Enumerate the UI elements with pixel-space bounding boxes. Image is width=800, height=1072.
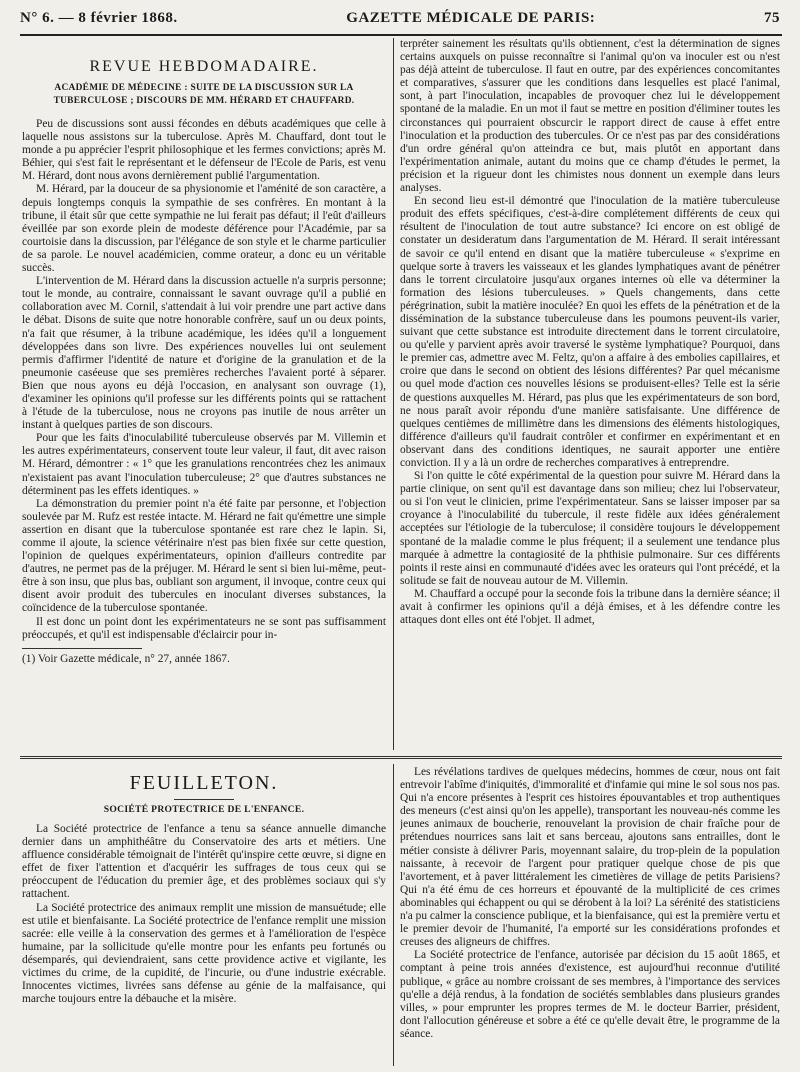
paragraph: La démonstration du premier point n'a été faite par personne, et l'objection soulevée par M. Rufz est restée intacte. M. Hérard ne fait qu'émettre une simple assertion en disant que la tuberculose spontanée est rare chez le lapin. Si, comme il ajoute, la science vétérinaire n'est pas bien fixée sur cette question, l'opinion de quelques expérimentateurs, opinion d'ailleurs contredite par d'autres, ne permet pas de la préjuger. M. Hérard le sent si bien lui-même, peut-être à son insu, que plus bas, oubliant son argument, il invoque, contre ceux qui disent avoir produit des tubercules en inoculant diverses substances, la coïncidence de la tuberculose spontanée. xyxy=(22,497,386,615)
feuilleton-right-column xyxy=(400,766,780,1068)
footnote-rule xyxy=(22,648,142,649)
page-header xyxy=(20,10,780,30)
page-number: 75 xyxy=(764,10,780,26)
column-divider xyxy=(393,38,394,750)
paragraph: La Société protectrice de l'enfance a tenu sa séance annuelle dimanche dernier dans un amphithéâtre du Conservatoire des arts et métiers. Une affluence considérable témoignait de l'intérêt qu'inspire cette œuvre, si digne en effet de fixer l'attention et d'acquérir les suffrages de tous ceux qui se préoccupent de l'éducation du premier âge, et des problèmes sociaux qui s'y rattachent. xyxy=(22,823,386,901)
revue-subtitle-line-1: ACADÉMIE DE MÉDECINE : SUITE DE LA DISCUSSION SUR LA xyxy=(54,83,354,93)
feuilleton-title: FEUILLETON. xyxy=(129,772,279,794)
header-rule xyxy=(20,34,782,36)
paragraph: L'intervention de M. Hérard dans la discussion actuelle n'a surpris personne; tout le monde, au contraire, connaissant le savant ouvrage qu'il a publié en collaboration avec M. Cornil, s'attendait à lui voir prendre une part active dans le débat. Disons de suite que notre honorable confrère, sauf un ou deux points, n'a fait que résumer, à la tribune académique, les idées qu'il a longuement développées dans son livre. Des expériences nouvelles lui ont seulement permis d'affirmer l'identité de nature et d'origine de la granulation et de la pneumonie caséeuse que ses premières recherches l'avaient porté à séparer. Bien que nous ayons eu déjà l'occasion, en analysant son ouvrage (1), d'examiner les opinions qu'il professe sur les différents points qui se rattachent à l'étude de la tuberculose, nous ne croyons pas inutile de nous arrêter un instant à quelques parties de son discours. xyxy=(22,275,386,432)
feuilleton-title-rule xyxy=(174,799,234,800)
paragraph: En second lieu est-il démontré que l'inoculation de la matière tuberculeuse produit des effets spécifiques, c'est-à-dire complétement différents de ceux qui résultent de l'inoculation de tout autre substance? Ici encore on est obligé de constater un desideratum dans l'argumentation de M. Hérard. Il serait intéressant de savoir ce qu'il entend en disant que la matière tuberculeuse « s'exprime en quelque sorte à travers les vaisseaux et les glandes lymphatiques avant de pénétrer dans le torrent circulatoire jusqu'aux organes internes où elle va déterminer la formation des lésions tuberculeuses. » Quels changements, dans cette pérégrination, subit la matière inoculée? En quoi les effets de la pénétration et de la dissémination de la substance tuberculeuse dans les poumons peuvent-ils varier, suivant que cette substance est introduite directement dans le torrent circulatoire, ou qu'elle y parvient après avoir traversé le système lymphatique? Pourquoi, dans le premier cas, admettre avec M. Feltz, qu'on a affaire à des embolies capillaires, et croire que dans le second on obtient des lésions différentes? Par quel mécanisme ou quel mode d'action ces nouvelles lésions se produisent-elles? Telle est la série de questions auxquelles M. Hérard, pas plus que les expérimentateurs de son bord, ne nous paraît avoir répondu d'une manière satisfaisante. Une différence de quelques centièmes de millimètre dans les dimensions des éléments histologiques, différence d'ailleurs qu'il faudrait contrôler et confirmer en expérimentant et en observant dans des conditions identiques, ne saurait apporter une entière conviction. Il y a là un ordre de recherches comparatives à entreprendre. xyxy=(400,195,780,469)
paragraph: M. Chauffard a occupé pour la seconde fois la tribune dans la dernière séance; il avait à confirmer les opinions qu'il a déjà émises, et à les défendre contre les attaques dont elles ont été l'objet. Il admet, xyxy=(400,587,780,627)
footnote: (1) Voir Gazette médicale, n° 27, année 1867. xyxy=(22,652,230,665)
issue-date: N° 6. — 8 février 1868. xyxy=(20,10,178,26)
revue-right-column xyxy=(400,38,780,752)
revue-left-column xyxy=(22,58,386,758)
paragraph: Il est donc un point dont les expérimentateurs ne se sont pas suffisamment préoccupés, et qu'il est indispensable d'éclaircir pour in- xyxy=(22,615,386,641)
paragraph: terpréter sainement les résultats qu'ils obtiennent, c'est la détermination de signes certains auxquels on puisse reconnaître si l'animal qu'on va inoculer est ou n'est pas déjà atteint de tuberculose. Il faut en outre, par des expériences concomitantes et comparatives, s'assurer que les conditions dans lesquelles est placé l'animal, sont, à part l'inoculation, incapables de provoquer chez lui le développement spontané de la maladie. En un mot il faut se mettre en position d'éliminer toutes les circonstances qui pourraient obscurcir le rapport direct de cause à effet entre l'inoculation et la production des tubercules. Or ce n'est pas par des considérations d'un ordre général qu'on atteindra ce but, mais plutôt en apportant dans l'expérimentation animale, autant du moins que ce champ d'études le permet, la précision et la rigueur dont les chimistes nous donnent un exemple dans leurs analyses. xyxy=(400,38,780,195)
revue-left-text xyxy=(22,118,386,642)
feuilleton-separator xyxy=(20,756,782,759)
paragraph: Les révélations tardives de quelques médecins, hommes de cœur, nous ont fait entrevoir l'abîme d'iniquités, d'immoralité et d'infamie qui mine le sol sous nos pas. Qui n'a encore présentes à l'esprit ces histoires épouvantables et trop authentiques des meneurs (c'est ainsi qu'on les appelle), transportant les nouveau-nés comme les jeunes animaux de boucherie, renouvelant la provision de chair fraîche pour de prétendues nourrices sans lait et sans berceau, ajoutons sans entrailles, dont le métier consiste à délivrer Paris, moyennant salaire, du trop-plein de la population naissante, à recevoir de l'argent pour pratiquer quelque chose de pis que l'avortement, et à paver littéralement les cimetières de village de petits Parisiens? Qui n'a été ému de ces horreurs et épouvanté de la multiplicité de ces crimes abominables qui échappent ou qui se dérobent à la loi? La sérénité des statisticiens n'a pu calmer la conscience publique, et la bienfaisance, qui est la première vertu et le premier devoir de l'humanité, l'a emporté sur les considérations profondes et creuses des aligneurs de chiffres. xyxy=(400,766,780,949)
paragraph: Pour que les faits d'inoculabilité tuberculeuse observés par M. Villemin et les autres expérimentateurs, conservent toute leur valeur, il faut, dit avec raison M. Hérard, démontrer : « 1° que les granulations rencontrées chez les animaux n'existaient pas avant l'inoculation tuberculeuse; 2° que d'autres substances ne déterminent pas les effets identiques. » xyxy=(22,432,386,497)
paragraph: Peu de discussions sont aussi fécondes en débuts académiques que celle à laquelle nous assistons sur la tuberculose. Après M. Chauffard, dont tout le monde a pu apprécier l'esprit philosophique et les fermes convictions; après M. Béhier, qui s'est fait le représentant et le défenseur de l'Ecole de Paris, est venu M. Hérard, dont nous avons dernièrement publié l'argumentation. xyxy=(22,118,386,183)
column-divider xyxy=(393,764,394,1066)
paragraph: La Société protectrice des animaux remplit une mission de mansuétude; elle est utile et bienfaisante. La Société protectrice de l'enfance remplit une mission sacrée: elle veille à la conservation des germes et à l'amélioration de l'espèce humaine, par la sollicitude qu'elle montre pour les enfants peu fortunés ou désemparés, qui deviendraient, sans cette providence active et vigilante, les victimes du crime, de la cupidité, de l'incurie, ou d'une industrie exécrable. Innocentes victimes, livrées sans défense au génie de la malfaisance, qui marche toujours entre la débauche et la misère. xyxy=(22,901,386,1006)
revue-subtitle xyxy=(22,82,386,108)
journal-name: GAZETTE MÉDICALE DE PARIS: xyxy=(346,10,596,26)
paragraph: La Société protectrice de l'enfance, autorisée par décision du 15 août 1865, et comptant à peine trois années d'existence, est aujourd'hui reconnue d'utilité publique, « grâce au nombre croissant de ses membres, à l'importance des services qu'elle a déjà rendus, à la fondation de sociétés semblables dans plusieurs grandes villes, » pour emprunter les propres termes de M. le docteur Barrier, président, dont l'allocution généreuse et sobre a été ce qu'elle devait être, le programme de la séance. xyxy=(400,949,780,1040)
feuilleton-subtitle: SOCIÉTÉ PROTECTRICE DE L'ENFANCE. xyxy=(103,804,305,815)
revue-subtitle-line-2: TUBERCULOSE ; DISCOURS DE MM. HÉRARD ET CHAUFFARD. xyxy=(53,96,355,106)
paragraph: M. Hérard, par la douceur de sa physionomie et l'aménité de son caractère, a depuis longtemps conquis la sympathie de ses confrères. En montant à la tribune, il était sûr que cette sympathie ne lui ferait pas défaut; il l'eût d'ailleurs éveillée par son exorde plein de modeste déférence pour l'Académie, par sa courtoisie dans la discussion, par l'élégance de son style et le charme particulier de sa parole. Le nouvel académicien, comme orateur, a donc eu un véritable succès. xyxy=(22,183,386,275)
paragraph: Si l'on quitte le côté expérimental de la question pour suivre M. Hérard dans la partie clinique, on sent qu'il est davantage dans son milieu; chez lui l'observateur, ou si l'on veut le clinicien, prime l'expérimentateur. Sans se laisser imposer par sa croyance à l'inoculabilité du tubercule, il reste fidèle aux idées généralement acceptées sur l'étiologie de la tuberculose; il considère toujours le développement spontané de la maladie comme le plus fréquent; il a seulement une tendance plus marquée à admettre la contagiosité de la phthisie pulmonaire. Sur ces différents points il reste ainsi en communauté d'idées avec les orateurs qui l'ont précédé, et la solitude se fait de nouveau autour de M. Villemin. xyxy=(400,470,780,587)
feuilleton-left-column xyxy=(22,766,386,1068)
revue-title: REVUE HEBDOMADAIRE. xyxy=(89,58,319,75)
